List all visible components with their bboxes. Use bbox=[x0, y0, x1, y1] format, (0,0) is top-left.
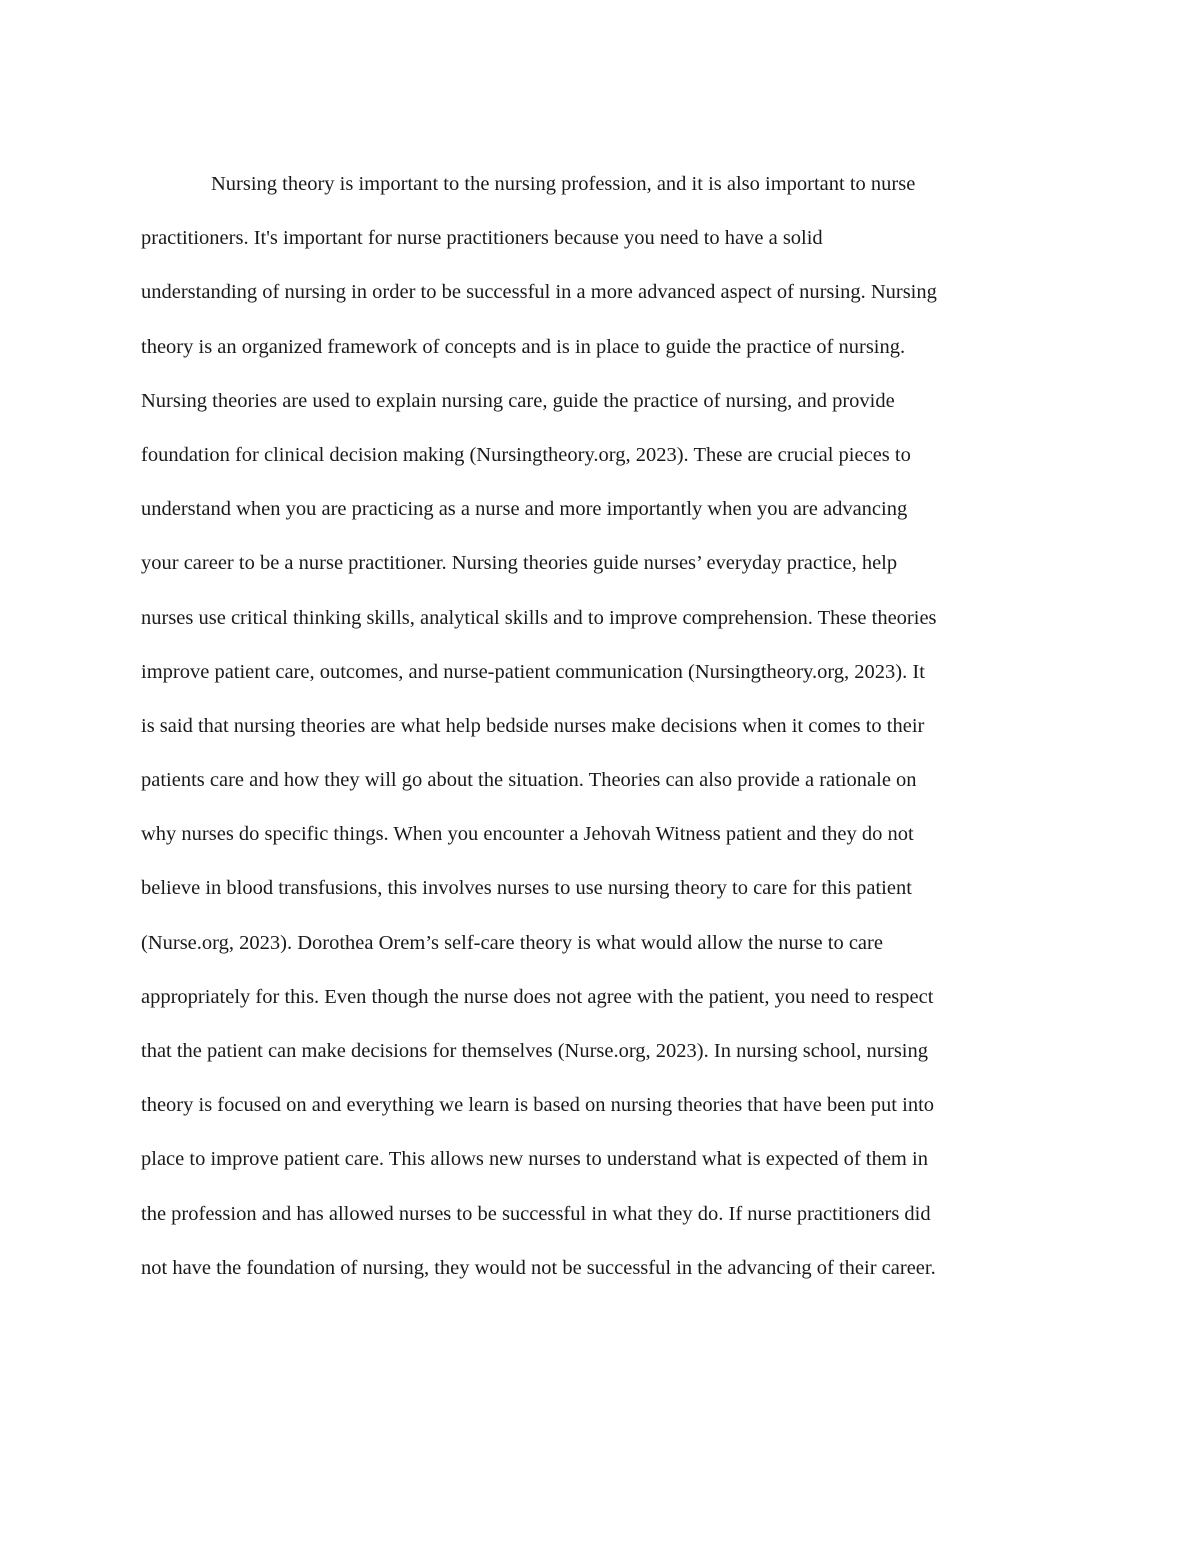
paragraph-line: improve patient care, outcomes, and nurse-patient communication (Nursingtheory.org, 2023). It bbox=[141, 660, 925, 683]
paragraph-line: place to improve patient care. This allows new nurses to understand what is expected of them in bbox=[141, 1148, 928, 1171]
paragraph-line: believe in blood transfusions, this involves nurses to use nursing theory to care for this patient bbox=[141, 877, 912, 900]
paragraph-line: theory is focused on and everything we learn is based on nursing theories that have been put into bbox=[141, 1094, 935, 1117]
paragraph-line: patients care and how they will go about the situation. Theories can also provide a rationale on bbox=[141, 769, 917, 792]
body-paragraph bbox=[141, 166, 1071, 1304]
paragraph-line: understand when you are practicing as a nurse and more importantly when you are advancing bbox=[141, 498, 908, 521]
paragraph-line: understanding of nursing in order to be successful in a more advanced aspect of nursing. Nursing bbox=[141, 281, 937, 304]
paragraph-line: Nursing theory is important to the nursing profession, and it is also important to nurse bbox=[211, 173, 916, 195]
paragraph-line: Nursing theories are used to explain nursing care, guide the practice of nursing, and provide bbox=[141, 389, 895, 412]
paragraph-line: (Nurse.org, 2023). Dorothea Orem’s self-care theory is what would allow the nurse to care bbox=[141, 931, 883, 954]
paragraph-line: foundation for clinical decision making (Nursingtheory.org, 2023). These are crucial pieces to bbox=[141, 443, 911, 466]
paragraph-line: that the patient can make decisions for themselves (Nurse.org, 2023). In nursing school, nursing bbox=[141, 1040, 928, 1062]
paragraph-line: appropriately for this. Even though the nurse does not agree with the patient, you need to respect bbox=[141, 985, 934, 1008]
paragraph-line: your career to be a nurse practitioner. Nursing theories guide nurses’ everyday practice, help bbox=[141, 552, 898, 575]
paragraph-line: theory is an organized framework of concepts and is in place to guide the practice of nursing. bbox=[141, 335, 906, 358]
paragraph-line: is said that nursing theories are what help bedside nurses make decisions when it comes to their bbox=[141, 714, 925, 737]
paragraph-line: why nurses do specific things. When you encounter a Jehovah Witness patient and they do not bbox=[141, 823, 914, 846]
paragraph-line: not have the foundation of nursing, they would not be successful in the advancing of their career. bbox=[141, 1256, 936, 1279]
paragraph-line: practitioners. It's important for nurse practitioners because you need to have a solid bbox=[141, 227, 823, 250]
paragraph-line: the profession and has allowed nurses to be successful in what they do. If nurse practitioners did bbox=[141, 1202, 931, 1225]
paragraph-line: nurses use critical thinking skills, analytical skills and to improve comprehension. These theories bbox=[141, 606, 937, 629]
